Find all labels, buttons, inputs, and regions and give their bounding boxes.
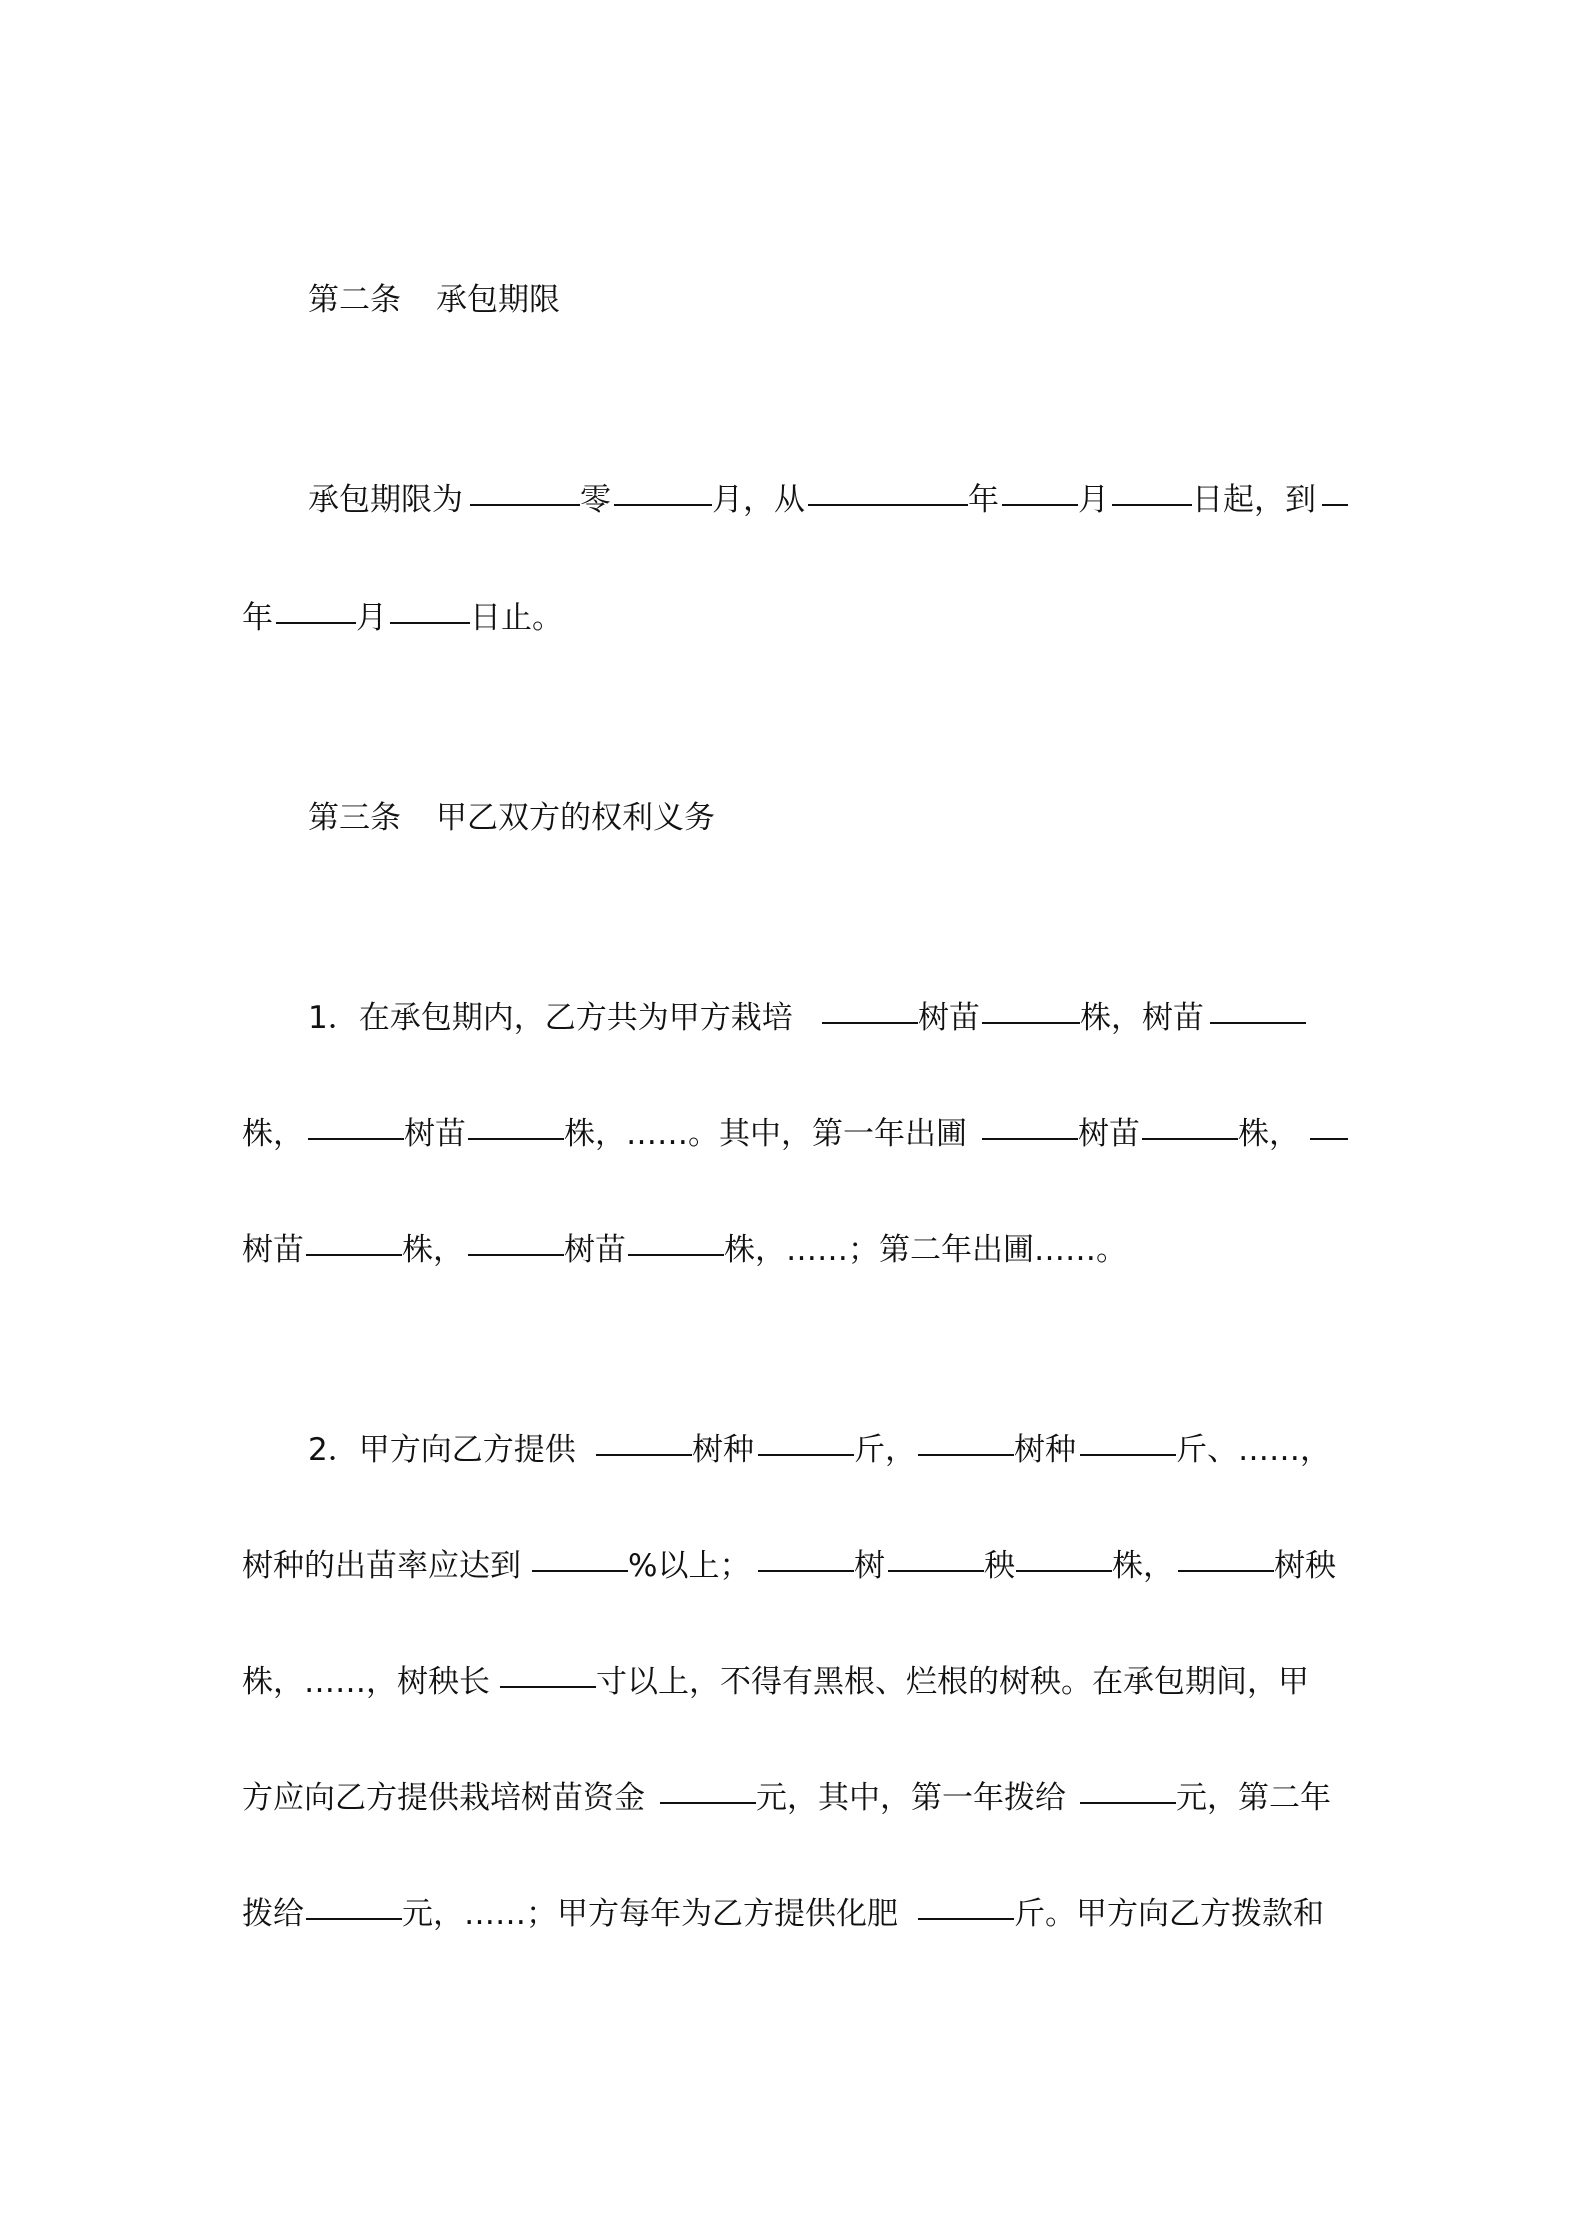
blank-field — [822, 988, 918, 1024]
text-segment: 株，……，树秧长 — [242, 1664, 490, 1700]
text-segment: 株， — [1238, 1116, 1300, 1152]
blank-field — [1080, 1768, 1176, 1804]
text-segment: 树苗 — [404, 1116, 466, 1152]
text-segment: 株， — [242, 1116, 304, 1152]
text-segment: 秧 — [984, 1548, 1015, 1584]
blank-field — [982, 988, 1080, 1024]
text-segment: 承包期限为 — [308, 482, 463, 518]
blank-field — [468, 1104, 564, 1140]
blank-field — [306, 1220, 402, 1256]
blank-field — [918, 1420, 1014, 1456]
blank-field — [1142, 1104, 1238, 1140]
text-segment: 树种 — [1014, 1432, 1076, 1468]
text-segment: 株， — [402, 1232, 464, 1268]
text-segment: 年 — [242, 600, 273, 636]
blank-field — [390, 588, 470, 624]
text-segment: 元，……；甲方每年为乙方提供化肥 — [402, 1896, 898, 1932]
blank-field — [1002, 470, 1078, 506]
text-segment: 月 — [1078, 482, 1109, 518]
text-segment: 方应向乙方提供栽培树苗资金 — [242, 1780, 645, 1816]
blank-field — [758, 1420, 854, 1456]
blank-field — [808, 470, 968, 506]
text-segment: %以上； — [628, 1548, 751, 1584]
text-segment: 斤、……， — [1176, 1432, 1331, 1468]
article-number: 第二条 — [308, 282, 401, 318]
text-segment: 树苗 — [564, 1232, 626, 1268]
text-segment: 年 — [968, 482, 999, 518]
text-segment: 斤， — [854, 1432, 916, 1468]
text-segment: 月 — [356, 600, 387, 636]
text-segment: 零 — [580, 482, 611, 518]
text-segment: 株，树苗 — [1080, 1000, 1204, 1036]
blank-field — [888, 1536, 984, 1572]
blank-field — [500, 1652, 596, 1688]
text-segment: 1．在承包期内，乙方共为甲方栽培 — [308, 1000, 793, 1036]
text-segment: 树苗 — [242, 1232, 304, 1268]
blank-field — [308, 1104, 404, 1140]
blank-field — [1016, 1536, 1112, 1572]
text-segment: 元，其中，第一年拨给 — [756, 1780, 1066, 1816]
blank-field — [1310, 1104, 1348, 1140]
blank-field — [660, 1768, 756, 1804]
article-title: 甲乙双方的权利义务 — [436, 800, 715, 836]
blank-field — [1322, 470, 1348, 506]
text-segment: 株，……；第二年出圃……。 — [724, 1232, 1127, 1268]
article-number: 第三条 — [308, 800, 401, 836]
blank-field — [276, 588, 356, 624]
blank-field — [1178, 1536, 1274, 1572]
blank-field — [470, 470, 580, 506]
blank-field — [982, 1104, 1078, 1140]
text-segment: 树苗 — [918, 1000, 980, 1036]
text-segment: 日起，到 — [1192, 482, 1316, 518]
text-segment: 树秧 — [1274, 1548, 1336, 1584]
blank-field — [918, 1884, 1014, 1920]
blank-field — [628, 1220, 724, 1256]
text-segment: 月，从 — [712, 482, 805, 518]
blank-field — [1112, 470, 1192, 506]
article-title: 承包期限 — [436, 282, 560, 318]
text-segment: 树 — [854, 1548, 885, 1584]
text-segment: 拨给 — [242, 1896, 304, 1932]
text-segment: 寸以上，不得有黑根、烂根的树秧。在承包期间，甲 — [596, 1664, 1309, 1700]
text-segment: 2．甲方向乙方提供 — [308, 1432, 576, 1468]
text-segment: 株，……。其中，第一年出圃 — [564, 1116, 967, 1152]
blank-field — [614, 470, 712, 506]
blank-field — [1210, 988, 1306, 1024]
text-segment: 树种的出苗率应达到 — [242, 1548, 521, 1584]
text-segment: 株， — [1112, 1548, 1174, 1584]
text-segment: 日止。 — [470, 600, 563, 636]
blank-field — [758, 1536, 854, 1572]
blank-field — [1080, 1420, 1176, 1456]
text-segment: 树种 — [692, 1432, 754, 1468]
blank-field — [468, 1220, 564, 1256]
blank-field — [532, 1536, 628, 1572]
text-segment: 斤。甲方向乙方拨款和 — [1014, 1896, 1324, 1932]
blank-field — [596, 1420, 692, 1456]
text-segment: 元，第二年 — [1176, 1780, 1331, 1816]
blank-field — [306, 1884, 402, 1920]
text-segment: 树苗 — [1078, 1116, 1140, 1152]
